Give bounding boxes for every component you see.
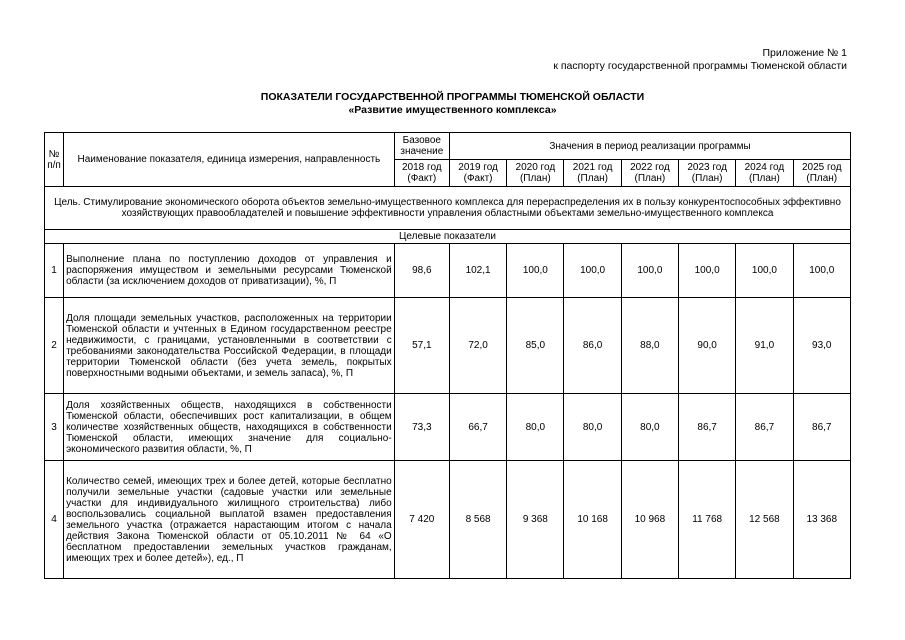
header-year-label: 2019 год [458, 162, 498, 173]
indicator-value: 100,0 [621, 244, 678, 298]
indicator-value: 7 420 [394, 461, 449, 579]
header-year-label: 2023 год [687, 162, 727, 173]
indicator-value: 85,0 [507, 298, 564, 394]
table-row [45, 461, 851, 579]
header-year-label: 2025 год [801, 162, 842, 173]
header-number: № п/п [45, 133, 64, 187]
header-year-0 [394, 160, 449, 187]
indicator-value: 80,0 [507, 394, 564, 461]
indicator-value: 12 568 [736, 461, 793, 579]
header-year-type: (План) [519, 173, 551, 184]
indicator-value: 10 968 [621, 461, 678, 579]
header-year-3 [564, 160, 621, 187]
header-year-label: 2020 год [515, 162, 556, 173]
indicator-value: 98,6 [394, 244, 449, 298]
row-number: 2 [45, 298, 64, 394]
indicator-value: 72,0 [449, 298, 506, 394]
indicator-name: Выполнение плана по поступлению доходов от управления и распоряжения имуществом и земельными ресурсами Тюменской области (за исключением доходов от приватизации), %, П [64, 244, 395, 298]
indicator-value: 88,0 [621, 298, 678, 394]
indicator-value: 100,0 [793, 244, 850, 298]
header-indicator-name: Наименование показателя, единица измерения, направленность [64, 133, 395, 187]
indicator-rows [45, 244, 851, 579]
header-year-4 [621, 160, 678, 187]
header-year-label: 2024 год [744, 162, 785, 173]
indicator-value: 86,7 [736, 394, 793, 461]
annex-line-2: к паспорту государственной программы Тюменской области [553, 59, 847, 72]
header-base-value: Базовое значение [394, 133, 449, 160]
document-subtitle: «Развитие имущественного комплекса» [348, 104, 557, 116]
indicator-name: Доля площади земельных участков, расположенных на территории Тюменской области и учтенных в Едином государственном реестре недвижимости, с границами, установленными в соответствии с требованиями законодательства Российской Федерации, в площади территории Тюменской области (без учета земель, покрытых поверхностными водными объектами, и земель запаса), %, П [64, 298, 395, 394]
header-year-5 [679, 160, 736, 187]
indicator-value: 100,0 [507, 244, 564, 298]
header-year-type: (План) [577, 173, 608, 184]
header-year-type: (План) [634, 173, 666, 184]
indicator-value: 86,7 [679, 394, 736, 461]
indicator-value: 86,0 [564, 298, 621, 394]
header-year-type: (План) [749, 173, 780, 184]
header-year-type: (Факт) [463, 173, 493, 184]
table-row [45, 298, 851, 394]
indicator-value: 91,0 [736, 298, 793, 394]
indicator-value: 93,0 [793, 298, 850, 394]
header-year-type: (План) [806, 173, 838, 184]
header-year-2 [507, 160, 564, 187]
table-row [45, 394, 851, 461]
indicator-value: 9 368 [507, 461, 564, 579]
row-number: 3 [45, 394, 64, 461]
indicator-value: 100,0 [736, 244, 793, 298]
row-number: 1 [45, 244, 64, 298]
header-year-7 [793, 160, 850, 187]
indicator-value: 10 168 [564, 461, 621, 579]
indicator-value: 13 368 [793, 461, 850, 579]
indicator-value: 73,3 [394, 394, 449, 461]
indicator-name: Количество семей, имеющих трех и более детей, которые бесплатно получили земельные участки (садовые участки или земельные участки для индивидуального жилищного строительства) либо воспользовались социальной выплатой взамен предоставления земельного участка (отражается нарастающим итогом с начала действия Закона Тюменской области от 05.10.2011 № 64 «О бесплатном предоставлении земельных участков гражданам, имеющих трех и более детей»), ед., П [64, 461, 395, 579]
indicator-value: 8 568 [449, 461, 506, 579]
indicator-name: Доля хозяйственных обществ, находящихся в собственности Тюменской области, обеспечивших рост капитализации, в общем количестве хозяйственных обществ, находящихся в собственности Тюменской области, имеющих значение для социально-экономического развития области, %, П [64, 394, 395, 461]
table-row [45, 244, 851, 298]
indicator-value: 80,0 [564, 394, 621, 461]
indicator-value: 11 768 [679, 461, 736, 579]
header-year-type: (План) [691, 173, 723, 184]
indicator-value: 100,0 [679, 244, 736, 298]
indicator-value: 90,0 [679, 298, 736, 394]
annex-note [553, 47, 847, 72]
row-number: 4 [45, 461, 64, 579]
indicator-value: 80,0 [621, 394, 678, 461]
indicator-value: 102,1 [449, 244, 506, 298]
header-year-1 [449, 160, 506, 187]
annex-line-1: Приложение № 1 [762, 47, 847, 59]
header-year-type: (Факт) [407, 173, 437, 184]
indicator-value: 86,7 [793, 394, 850, 461]
section-header: Целевые показатели [45, 230, 851, 244]
header-year-label: 2018 год [402, 162, 442, 173]
indicators-table [44, 132, 851, 579]
header-year-label: 2021 год [572, 162, 613, 173]
goal-row: Цель. Стимулирование экономического оборота объектов земельно-имущественного комплекса для перераспределения их в пользу конкурентоспособных эффективно хозяйствующих правообладателей и повышение эффективности управления областными объектами земельно-имущественного комплекса [45, 187, 851, 230]
header-period-values: Значения в период реализации программы [449, 133, 850, 160]
document-title: ПОКАЗАТЕЛИ ГОСУДАРСТВЕННОЙ ПРОГРАММЫ ТЮМЕНСКОЙ ОБЛАСТИ [260, 91, 645, 103]
indicator-value: 100,0 [564, 244, 621, 298]
indicator-value: 66,7 [449, 394, 506, 461]
header-year-6 [736, 160, 793, 187]
indicator-value: 57,1 [394, 298, 449, 394]
header-year-label: 2022 год [630, 162, 670, 173]
